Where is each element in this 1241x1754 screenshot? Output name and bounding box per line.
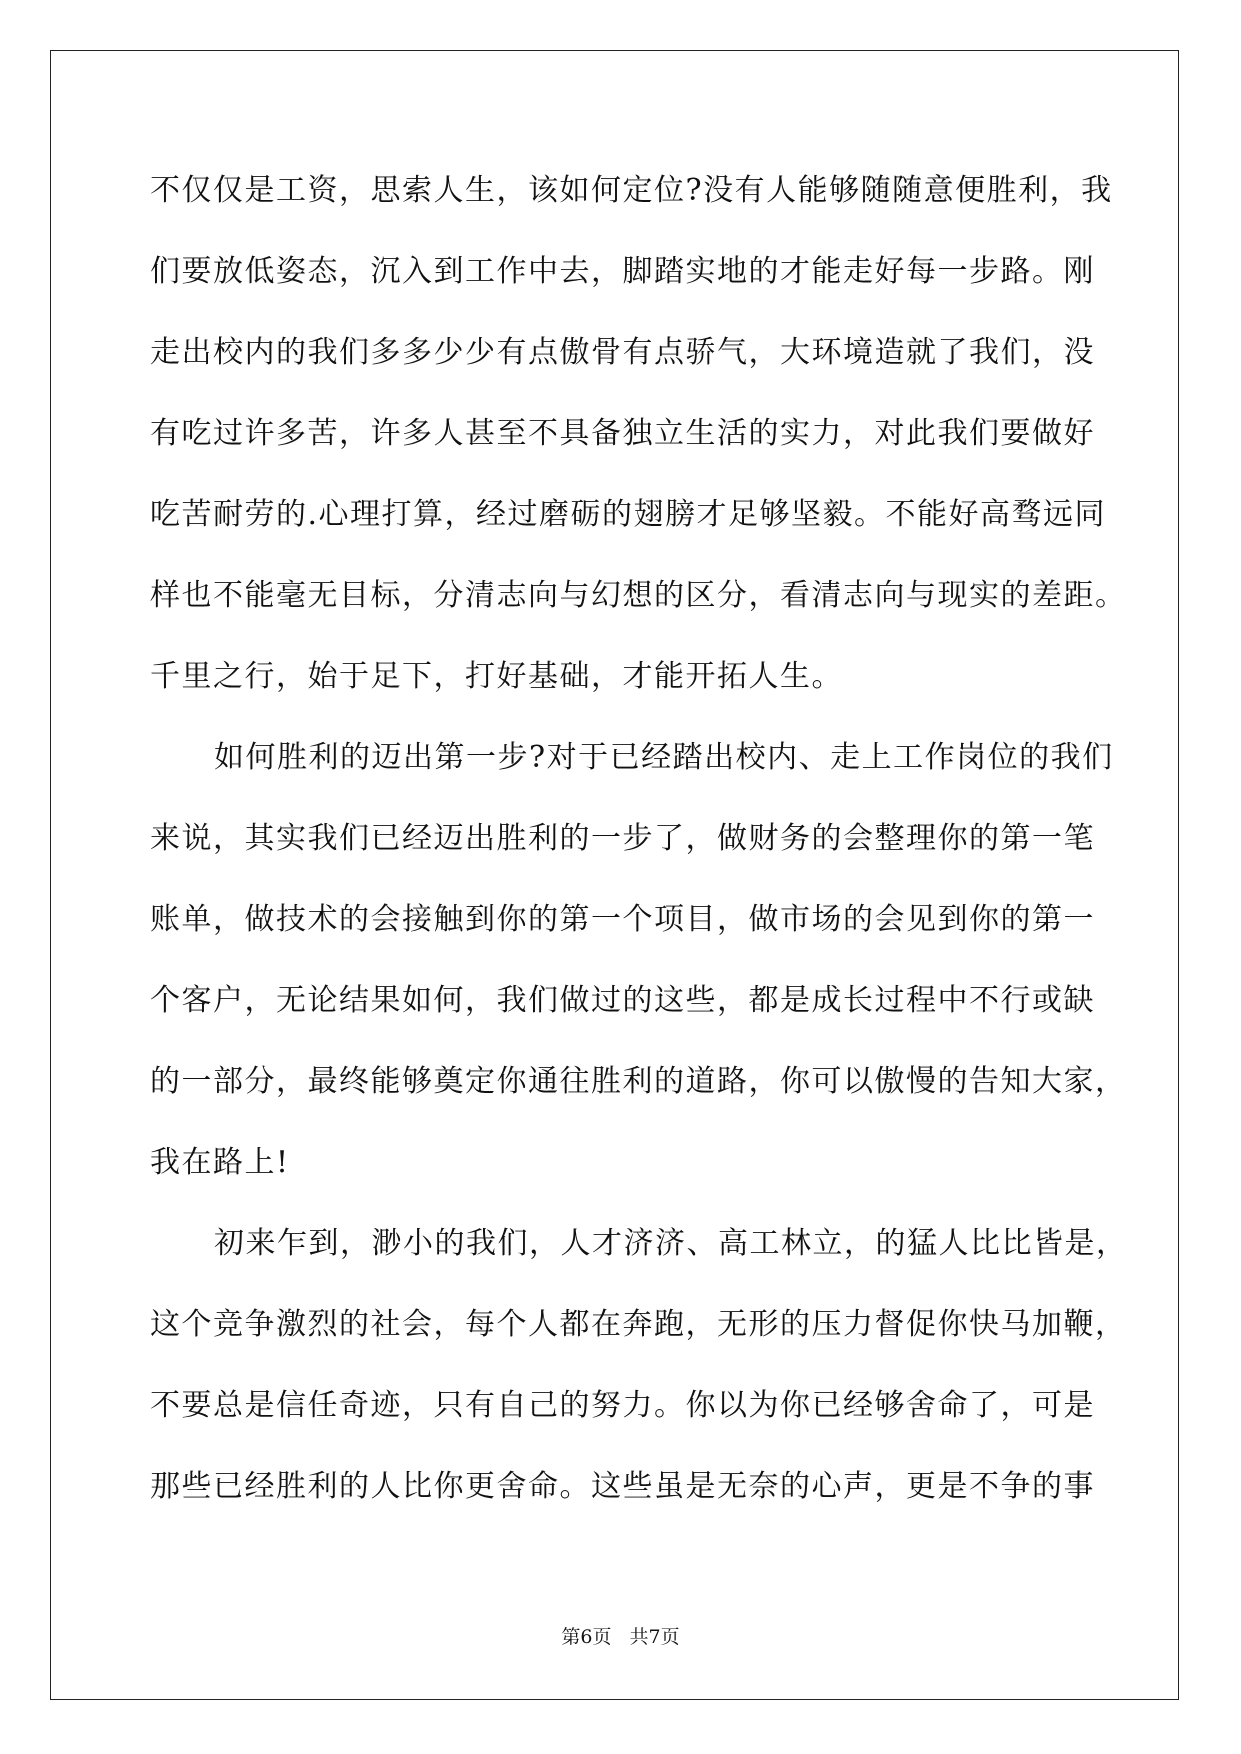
paragraph-start-line: 如何胜利的迈出第一步?对于已经踏出校内、走上工作岗位的我们	[214, 740, 1114, 775]
text-line: 千里之行，始于足下，打好基础，才能开拓人生。	[150, 659, 843, 694]
text-line: 吃苦耐劳的.心理打算，经过磨砺的翅膀才足够坚毅。不能好高骛远同	[150, 497, 1107, 532]
text-line: 有吃过许多苦，许多人甚至不具备独立生活的实力，对此我们要做好	[150, 416, 1095, 451]
text-line: 个客户，无论结果如何，我们做过的这些，都是成长过程中不行或缺	[150, 983, 1095, 1018]
text-line: 这个竞争激烈的社会，每个人都在奔跑，无形的压力督促你快马加鞭，	[150, 1307, 1127, 1342]
page-footer	[0, 1622, 1241, 1649]
text-line: 走出校内的我们多多少少有点傲骨有点骄气，大环境造就了我们，没	[150, 335, 1095, 370]
text-line: 来说，其实我们已经迈出胜利的一步了，做财务的会整理你的第一笔	[150, 821, 1095, 856]
page-number-total: 共7页	[629, 1626, 680, 1648]
document-body	[150, 150, 1128, 1527]
text-line: 不仅仅是工资，思索人生，该如何定位?没有人能够随随意便胜利，我	[150, 173, 1113, 208]
text-line: 样也不能毫无目标，分清志向与幻想的区分，看清志向与现实的差距。	[150, 578, 1127, 613]
text-line: 不要总是信任奇迹，只有自己的努力。你以为你已经够舍命了，可是	[150, 1388, 1095, 1423]
text-line: 们要放低姿态，沉入到工作中去，脚踏实地的才能走好每一步路。刚	[150, 254, 1095, 289]
text-line: 的一部分，最终能够奠定你通往胜利的道路，你可以傲慢的告知大家，	[150, 1064, 1127, 1099]
text-line: 我在路上!	[150, 1145, 290, 1180]
text-line: 账单，做技术的会接触到你的第一个项目，做市场的会见到你的第一	[150, 902, 1095, 937]
text-line: 那些已经胜利的人比你更舍命。这些虽是无奈的心声，更是不争的事	[150, 1469, 1095, 1504]
page-number-current: 第6页	[561, 1626, 612, 1648]
paragraph-start-line: 初来乍到，渺小的我们，人才济济、高工林立，的猛人比比皆是，	[214, 1226, 1128, 1261]
